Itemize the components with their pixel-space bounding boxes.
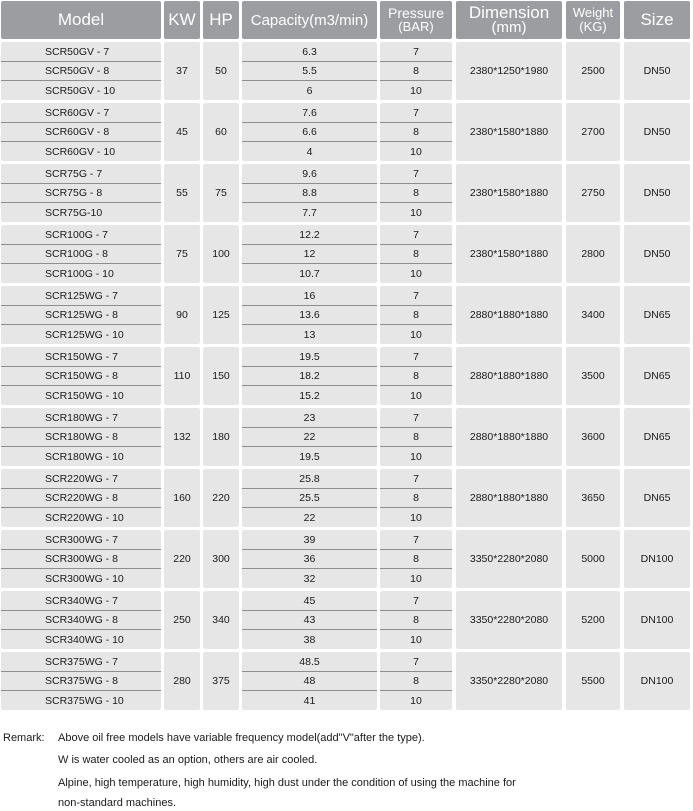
capacity-value: 39 — [242, 530, 377, 550]
capacity-value: 43 — [242, 610, 377, 630]
pressure-value: 7 — [380, 530, 452, 550]
weight-value: 3500 — [566, 347, 620, 405]
dimension-value: 3350*2280*2080 — [456, 591, 562, 649]
capacity-value: 7.7 — [302, 206, 317, 219]
pressure-value: 10 — [410, 206, 422, 219]
model-name: SCR100G - 8 — [1, 244, 161, 264]
capacity-cell — [242, 164, 377, 222]
size-value: DN65 — [624, 347, 690, 405]
pressure-value: 7 — [380, 286, 452, 306]
model-name: SCR75G-10 — [45, 206, 103, 219]
capacity-value: 7.6 — [242, 103, 377, 123]
remark-line-3: Alpine, high temperature, high humidity, high dust under the condition of using the machine for — [58, 777, 516, 789]
capacity-value: 13.6 — [242, 305, 377, 325]
header-size: Size — [624, 1, 690, 39]
capacity-value: 38 — [303, 633, 316, 646]
kw-value: 45 — [164, 103, 200, 161]
capacity-cell — [242, 225, 377, 283]
capacity-value: 12 — [242, 244, 377, 264]
model-group — [0, 286, 693, 344]
model-name: SCR340WG - 8 — [1, 610, 161, 630]
pressure-value: 8 — [380, 671, 452, 691]
dimension-value: 2380*1580*1880 — [456, 225, 562, 283]
model-name: SCR340WG - 10 — [45, 633, 124, 646]
model-name: SCR125WG - 10 — [45, 328, 124, 341]
capacity-cell — [242, 530, 377, 588]
pressure-value: 7 — [380, 469, 452, 489]
model-group — [0, 591, 693, 649]
pressure-value: 8 — [380, 610, 452, 630]
model-cell — [1, 347, 161, 405]
model-name: SCR150WG - 7 — [1, 347, 161, 367]
pressure-value: 8 — [380, 61, 452, 81]
weight-value: 3400 — [566, 286, 620, 344]
hp-value: 180 — [203, 408, 239, 466]
pressure-value: 8 — [380, 183, 452, 203]
hp-value: 75 — [203, 164, 239, 222]
dimension-value: 2880*1880*1880 — [456, 469, 562, 527]
capacity-value: 18.2 — [242, 366, 377, 386]
capacity-value: 48 — [242, 671, 377, 691]
model-group — [0, 530, 693, 588]
weight-value: 2500 — [566, 42, 620, 100]
model-cell — [1, 591, 161, 649]
size-value: DN50 — [624, 164, 690, 222]
dimension-value: 2880*1880*1880 — [456, 347, 562, 405]
model-name: SCR375WG - 7 — [1, 652, 161, 672]
hp-value: 50 — [203, 42, 239, 100]
model-cell — [1, 652, 161, 710]
pressure-value: 10 — [410, 511, 422, 524]
pressure-value: 10 — [410, 84, 422, 97]
weight-value: 3650 — [566, 469, 620, 527]
model-name: SCR300WG - 10 — [45, 572, 124, 585]
size-value: DN100 — [624, 591, 690, 649]
weight-value: 2700 — [566, 103, 620, 161]
pressure-value: 7 — [380, 42, 452, 62]
model-name: SCR60GV - 10 — [45, 145, 116, 158]
size-value: DN65 — [624, 408, 690, 466]
model-group — [0, 469, 693, 527]
capacity-value: 19.5 — [299, 450, 320, 463]
model-name: SCR180WG - 8 — [1, 427, 161, 447]
pressure-cell — [380, 225, 452, 283]
capacity-value: 6.3 — [242, 42, 377, 62]
model-name: SCR180WG - 10 — [45, 450, 124, 463]
model-name: SCR100G - 7 — [1, 225, 161, 245]
pressure-value: 7 — [380, 347, 452, 367]
hp-value: 220 — [203, 469, 239, 527]
model-name: SCR75G - 8 — [1, 183, 161, 203]
model-name: SCR60GV - 8 — [1, 122, 161, 142]
pressure-value: 8 — [380, 488, 452, 508]
model-name: SCR220WG - 7 — [1, 469, 161, 489]
pressure-value: 8 — [380, 549, 452, 569]
capacity-value: 41 — [303, 694, 316, 707]
size-value: DN50 — [624, 42, 690, 100]
pressure-value: 10 — [410, 694, 422, 707]
model-cell — [1, 103, 161, 161]
capacity-cell — [242, 103, 377, 161]
model-cell — [1, 408, 161, 466]
pressure-cell — [380, 530, 452, 588]
model-name: SCR150WG - 8 — [1, 366, 161, 386]
pressure-cell — [380, 347, 452, 405]
pressure-value: 7 — [380, 225, 452, 245]
model-cell — [1, 286, 161, 344]
capacity-cell — [242, 408, 377, 466]
capacity-value: 25.8 — [242, 469, 377, 489]
capacity-value: 19.5 — [242, 347, 377, 367]
header-kw: KW — [164, 1, 200, 39]
capacity-value: 16 — [242, 286, 377, 306]
capacity-value: 15.2 — [299, 389, 320, 402]
kw-value: 250 — [164, 591, 200, 649]
capacity-value: 36 — [242, 549, 377, 569]
pressure-value: 7 — [380, 164, 452, 184]
header-capacity: Capacity(m3/min) — [242, 1, 377, 39]
model-name: SCR100G - 10 — [45, 267, 114, 280]
capacity-value: 22 — [242, 427, 377, 447]
remark-line-4: non-standard machines. — [58, 797, 177, 809]
kw-value: 110 — [164, 347, 200, 405]
dimension-value: 2380*1580*1880 — [456, 164, 562, 222]
size-value: DN50 — [624, 103, 690, 161]
pressure-value: 10 — [410, 389, 422, 402]
pressure-value: 7 — [380, 652, 452, 672]
capacity-cell — [242, 652, 377, 710]
kw-value: 160 — [164, 469, 200, 527]
pressure-value: 10 — [410, 450, 422, 463]
header-hp: HP — [203, 1, 239, 39]
size-value: DN100 — [624, 530, 690, 588]
pressure-value: 10 — [410, 633, 422, 646]
model-cell — [1, 42, 161, 100]
weight-value: 3600 — [566, 408, 620, 466]
capacity-value: 5.5 — [242, 61, 377, 81]
model-name: SCR375WG - 10 — [45, 694, 124, 707]
model-group — [0, 103, 693, 161]
size-value: DN65 — [624, 286, 690, 344]
dimension-value: 2880*1880*1880 — [456, 408, 562, 466]
remark-line-1: Above oil free models have variable frequency model(add"V"after the type). — [58, 732, 425, 744]
capacity-value: 32 — [303, 572, 316, 585]
hp-value: 375 — [203, 652, 239, 710]
kw-value: 55 — [164, 164, 200, 222]
hp-value: 125 — [203, 286, 239, 344]
hp-value: 60 — [203, 103, 239, 161]
weight-value: 2800 — [566, 225, 620, 283]
model-name: SCR150WG - 10 — [45, 389, 124, 402]
pressure-value: 7 — [380, 408, 452, 428]
pressure-cell — [380, 591, 452, 649]
hp-value: 150 — [203, 347, 239, 405]
pressure-value: 8 — [380, 366, 452, 386]
model-name: SCR60GV - 7 — [1, 103, 161, 123]
model-name: SCR340WG - 7 — [1, 591, 161, 611]
capacity-cell — [242, 347, 377, 405]
pressure-value: 7 — [380, 591, 452, 611]
model-name: SCR300WG - 7 — [1, 530, 161, 550]
capacity-value: 6 — [306, 84, 313, 97]
hp-value: 340 — [203, 591, 239, 649]
model-name: SCR50GV - 7 — [1, 42, 161, 62]
model-name: SCR75G - 7 — [1, 164, 161, 184]
dimension-value: 2380*1580*1880 — [456, 103, 562, 161]
header-dimension: Dimension (mm) — [456, 1, 562, 39]
dimension-value: 2380*1250*1980 — [456, 42, 562, 100]
model-group — [0, 347, 693, 405]
capacity-cell — [242, 469, 377, 527]
header-pressure: Pressure (BAR) — [380, 1, 452, 39]
capacity-cell — [242, 591, 377, 649]
capacity-value: 25.5 — [242, 488, 377, 508]
kw-value: 90 — [164, 286, 200, 344]
pressure-cell — [380, 408, 452, 466]
kw-value: 75 — [164, 225, 200, 283]
weight-value: 5500 — [566, 652, 620, 710]
model-name: SCR50GV - 8 — [1, 61, 161, 81]
pressure-value: 10 — [410, 328, 422, 341]
model-group — [0, 408, 693, 466]
pressure-cell — [380, 286, 452, 344]
pressure-value: 10 — [410, 267, 422, 280]
model-cell — [1, 469, 161, 527]
model-name: SCR125WG - 7 — [1, 286, 161, 306]
model-name: SCR220WG - 10 — [45, 511, 124, 524]
capacity-value: 48.5 — [242, 652, 377, 672]
capacity-value: 12.2 — [242, 225, 377, 245]
hp-value: 300 — [203, 530, 239, 588]
capacity-value: 8.8 — [242, 183, 377, 203]
header-weight: Weight (KG) — [566, 1, 620, 39]
pressure-cell — [380, 164, 452, 222]
capacity-value: 23 — [242, 408, 377, 428]
pressure-value: 8 — [380, 427, 452, 447]
kw-value: 220 — [164, 530, 200, 588]
pressure-cell — [380, 103, 452, 161]
pressure-value: 8 — [380, 305, 452, 325]
model-name: SCR125WG - 8 — [1, 305, 161, 325]
pressure-value: 10 — [410, 145, 422, 158]
model-name: SCR300WG - 8 — [1, 549, 161, 569]
pressure-cell — [380, 652, 452, 710]
dimension-value: 2880*1880*1880 — [456, 286, 562, 344]
remark-line-2: W is water cooled as an option, others are air cooled. — [58, 754, 318, 766]
kw-value: 132 — [164, 408, 200, 466]
model-group — [0, 164, 693, 222]
pressure-cell — [380, 42, 452, 100]
capacity-cell — [242, 286, 377, 344]
kw-value: 37 — [164, 42, 200, 100]
capacity-value: 45 — [242, 591, 377, 611]
size-value: DN65 — [624, 469, 690, 527]
capacity-value: 22 — [303, 511, 316, 524]
pressure-value: 8 — [380, 244, 452, 264]
model-group — [0, 42, 693, 100]
model-group — [0, 652, 693, 710]
pressure-value: 8 — [380, 122, 452, 142]
capacity-value: 6.6 — [242, 122, 377, 142]
dimension-value: 3350*2280*2080 — [456, 652, 562, 710]
model-name: SCR220WG - 8 — [1, 488, 161, 508]
capacity-value: 10.7 — [299, 267, 320, 280]
kw-value: 280 — [164, 652, 200, 710]
model-name: SCR375WG - 8 — [1, 671, 161, 691]
hp-value: 100 — [203, 225, 239, 283]
model-cell — [1, 530, 161, 588]
capacity-value: 4 — [306, 145, 313, 158]
capacity-value: 13 — [303, 328, 316, 341]
capacity-value: 9.6 — [242, 164, 377, 184]
model-cell — [1, 225, 161, 283]
weight-value: 5000 — [566, 530, 620, 588]
size-value: DN50 — [624, 225, 690, 283]
weight-value: 2750 — [566, 164, 620, 222]
pressure-value: 7 — [380, 103, 452, 123]
size-value: DN100 — [624, 652, 690, 710]
dimension-value: 3350*2280*2080 — [456, 530, 562, 588]
model-cell — [1, 164, 161, 222]
model-name: SCR180WG - 7 — [1, 408, 161, 428]
model-group — [0, 225, 693, 283]
pressure-value: 10 — [410, 572, 422, 585]
capacity-cell — [242, 42, 377, 100]
weight-value: 5200 — [566, 591, 620, 649]
header-model: Model — [1, 1, 161, 39]
model-name: SCR50GV - 10 — [45, 84, 116, 97]
remark-label: Remark: — [3, 732, 45, 744]
pressure-cell — [380, 469, 452, 527]
